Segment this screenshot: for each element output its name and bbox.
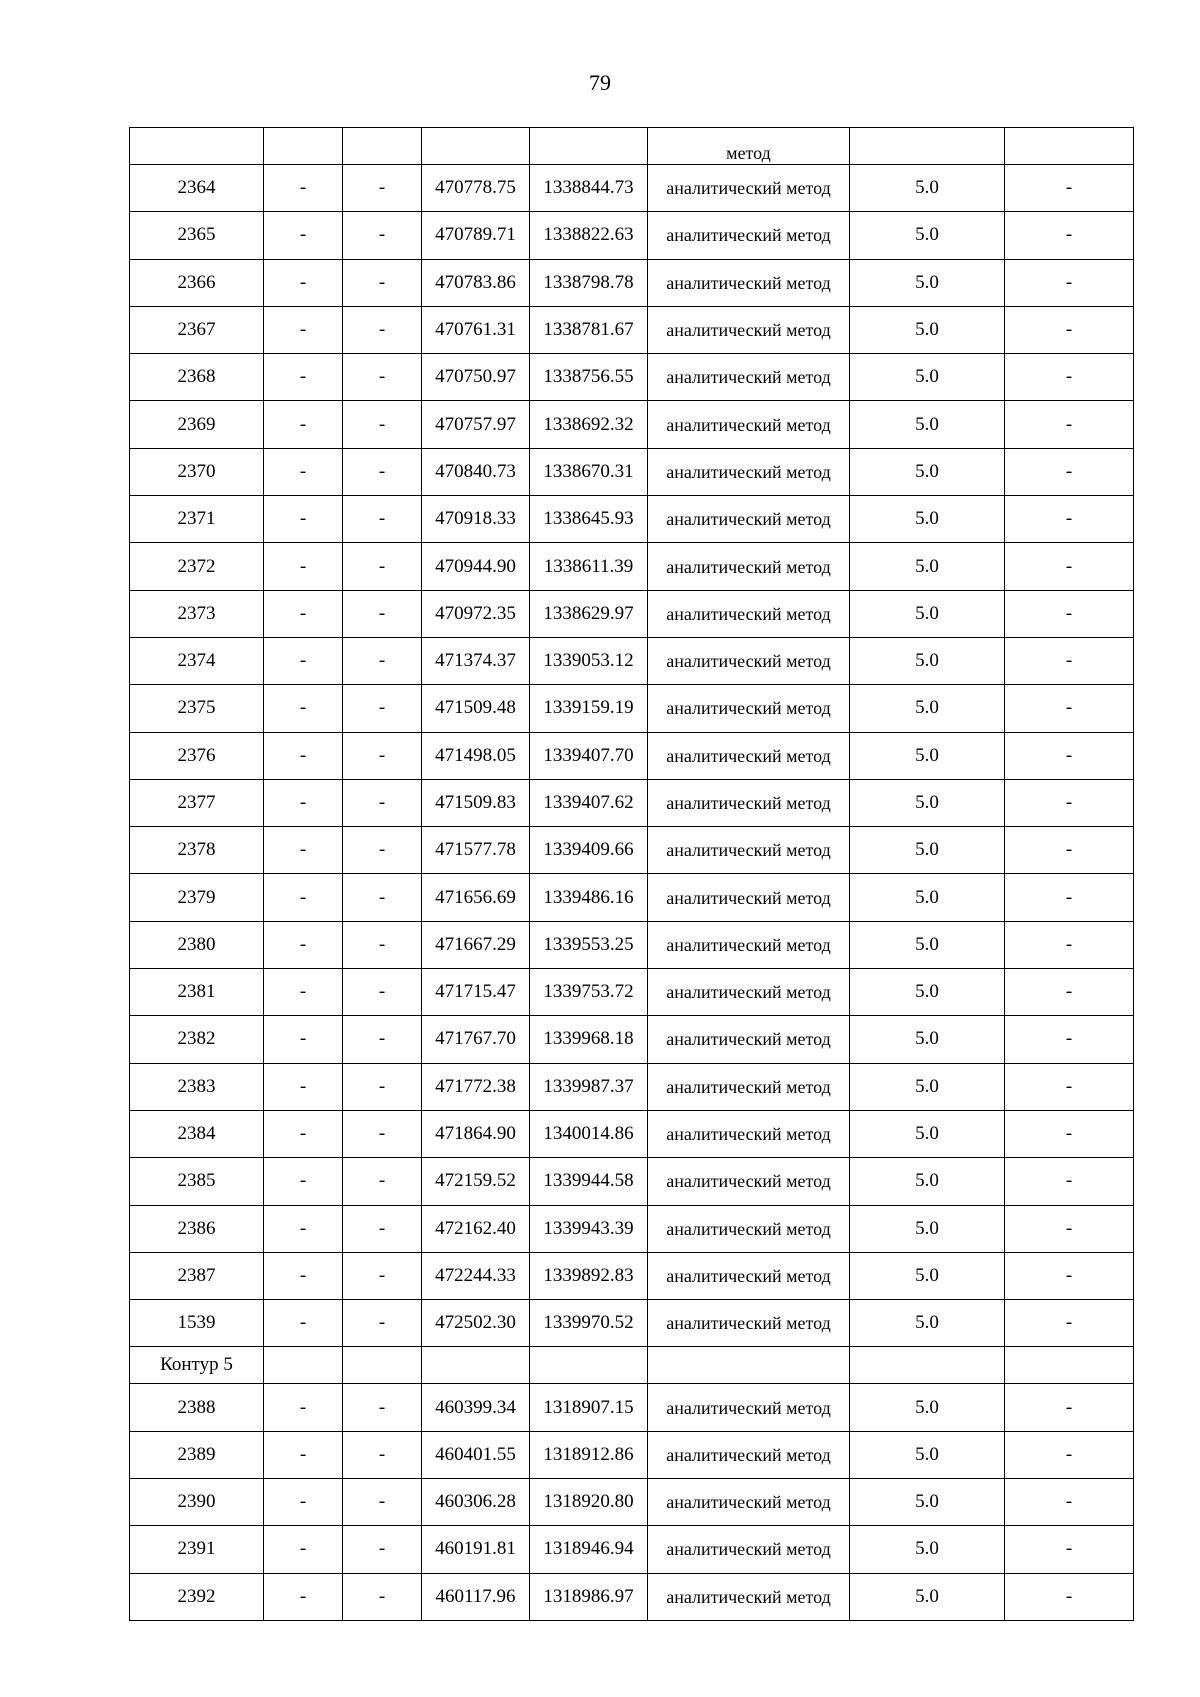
table-cell — [1005, 128, 1134, 165]
dash-cell: - — [343, 685, 422, 732]
table-cell — [343, 128, 422, 165]
coordinate-x-cell: 472244.33 — [422, 1252, 530, 1299]
table-row — [130, 1110, 1134, 1157]
table-cell — [130, 128, 264, 165]
dash-cell: - — [1005, 165, 1134, 212]
table-row — [130, 874, 1134, 921]
coordinate-x-cell: 470972.35 — [422, 590, 530, 637]
dash-cell: - — [343, 1063, 422, 1110]
dash-cell: - — [343, 1526, 422, 1573]
dash-cell: - — [1005, 1158, 1134, 1205]
dash-cell: - — [1005, 448, 1134, 495]
dash-cell: - — [343, 306, 422, 353]
dash-cell: - — [343, 212, 422, 259]
coordinate-x-cell: 471374.37 — [422, 637, 530, 684]
table-cell — [264, 128, 343, 165]
method-cell: аналитический метод — [648, 637, 850, 684]
coordinate-x-cell: 470778.75 — [422, 165, 530, 212]
coordinate-y-cell: 1339053.12 — [530, 637, 648, 684]
dash-cell: - — [343, 969, 422, 1016]
coordinate-y-cell: 1339409.66 — [530, 827, 648, 874]
continuation-row — [130, 128, 1134, 165]
accuracy-cell: 5.0 — [850, 401, 1005, 448]
dash-cell: - — [343, 1573, 422, 1620]
method-cell: аналитический метод — [648, 969, 850, 1016]
table-row — [130, 1016, 1134, 1063]
table-row — [130, 354, 1134, 401]
dash-cell: - — [1005, 1526, 1134, 1573]
accuracy-cell: 5.0 — [850, 969, 1005, 1016]
coordinate-x-cell: 471667.29 — [422, 921, 530, 968]
dash-cell: - — [264, 1479, 343, 1526]
accuracy-cell: 5.0 — [850, 1016, 1005, 1063]
dash-cell: - — [1005, 354, 1134, 401]
coordinate-x-cell: 471767.70 — [422, 1016, 530, 1063]
point-number-cell: 2387 — [130, 1252, 264, 1299]
table-row — [130, 1063, 1134, 1110]
table-cell — [850, 1347, 1005, 1384]
accuracy-cell: 5.0 — [850, 1063, 1005, 1110]
table-row — [130, 921, 1134, 968]
coordinate-x-cell: 471509.48 — [422, 685, 530, 732]
point-number-cell: 2386 — [130, 1205, 264, 1252]
coordinate-y-cell: 1339892.83 — [530, 1252, 648, 1299]
method-cell: аналитический метод — [648, 921, 850, 968]
section-label: Контур 5 — [130, 1347, 264, 1384]
accuracy-cell: 5.0 — [850, 874, 1005, 921]
dash-cell: - — [1005, 921, 1134, 968]
table-cell — [850, 128, 1005, 165]
accuracy-cell: 5.0 — [850, 779, 1005, 826]
point-number-cell: 2372 — [130, 543, 264, 590]
dash-cell: - — [264, 1300, 343, 1347]
table-row — [130, 732, 1134, 779]
coordinate-x-cell: 472162.40 — [422, 1205, 530, 1252]
coordinate-y-cell: 1339159.19 — [530, 685, 648, 732]
method-cell: аналитический метод — [648, 1063, 850, 1110]
dash-cell: - — [1005, 1573, 1134, 1620]
coordinate-x-cell: 471498.05 — [422, 732, 530, 779]
table-row — [130, 969, 1134, 1016]
dash-cell: - — [343, 637, 422, 684]
accuracy-cell: 5.0 — [850, 827, 1005, 874]
accuracy-cell: 5.0 — [850, 1431, 1005, 1478]
dash-cell: - — [1005, 1479, 1134, 1526]
coordinate-x-cell: 472159.52 — [422, 1158, 530, 1205]
coordinate-x-cell: 471864.90 — [422, 1110, 530, 1157]
dash-cell: - — [264, 1573, 343, 1620]
method-cell: аналитический метод — [648, 354, 850, 401]
coordinate-y-cell: 1339987.37 — [530, 1063, 648, 1110]
accuracy-cell: 5.0 — [850, 543, 1005, 590]
coordinate-y-cell: 1338781.67 — [530, 306, 648, 353]
dash-cell: - — [1005, 212, 1134, 259]
accuracy-cell: 5.0 — [850, 165, 1005, 212]
table-row — [130, 685, 1134, 732]
dash-cell: - — [264, 827, 343, 874]
coordinate-x-cell: 470757.97 — [422, 401, 530, 448]
dash-cell: - — [264, 685, 343, 732]
table-row — [130, 1431, 1134, 1478]
table-row — [130, 779, 1134, 826]
coordinate-y-cell: 1339968.18 — [530, 1016, 648, 1063]
dash-cell: - — [343, 401, 422, 448]
method-cell: аналитический метод — [648, 212, 850, 259]
accuracy-cell: 5.0 — [850, 685, 1005, 732]
method-cell: аналитический метод — [648, 1431, 850, 1478]
dash-cell: - — [343, 496, 422, 543]
coordinate-y-cell: 1340014.86 — [530, 1110, 648, 1157]
dash-cell: - — [264, 1110, 343, 1157]
dash-cell: - — [343, 1110, 422, 1157]
table-row — [130, 401, 1134, 448]
method-cell: аналитический метод — [648, 732, 850, 779]
coordinate-y-cell: 1339943.39 — [530, 1205, 648, 1252]
coordinate-y-cell: 1338670.31 — [530, 448, 648, 495]
dash-cell: - — [343, 165, 422, 212]
dash-cell: - — [1005, 590, 1134, 637]
coordinate-x-cell: 470944.90 — [422, 543, 530, 590]
dash-cell: - — [264, 401, 343, 448]
coordinate-y-cell: 1338692.32 — [530, 401, 648, 448]
coordinate-y-cell: 1339486.16 — [530, 874, 648, 921]
accuracy-cell: 5.0 — [850, 496, 1005, 543]
point-number-cell: 1539 — [130, 1300, 264, 1347]
dash-cell: - — [1005, 685, 1134, 732]
dash-cell: - — [343, 354, 422, 401]
point-number-cell: 2374 — [130, 637, 264, 684]
table-row — [130, 1300, 1134, 1347]
coordinate-x-cell: 470761.31 — [422, 306, 530, 353]
coordinate-x-cell: 470789.71 — [422, 212, 530, 259]
table-cell — [422, 1347, 530, 1384]
coordinate-x-cell: 460399.34 — [422, 1384, 530, 1431]
accuracy-cell: 5.0 — [850, 1384, 1005, 1431]
table-row — [130, 212, 1134, 259]
method-cell: метод — [648, 128, 850, 165]
coordinate-y-cell: 1339553.25 — [530, 921, 648, 968]
page-number: 79 — [589, 70, 611, 95]
accuracy-cell: 5.0 — [850, 1158, 1005, 1205]
dash-cell: - — [1005, 874, 1134, 921]
table-row — [130, 590, 1134, 637]
point-number-cell: 2390 — [130, 1479, 264, 1526]
dash-cell: - — [264, 496, 343, 543]
dash-cell: - — [343, 1158, 422, 1205]
coordinate-y-cell: 1338611.39 — [530, 543, 648, 590]
method-cell: аналитический метод — [648, 827, 850, 874]
coordinate-y-cell: 1339944.58 — [530, 1158, 648, 1205]
coordinate-x-cell: 471715.47 — [422, 969, 530, 1016]
coordinate-x-cell: 471772.38 — [422, 1063, 530, 1110]
coordinate-x-cell: 460401.55 — [422, 1431, 530, 1478]
coordinate-x-cell: 471577.78 — [422, 827, 530, 874]
point-number-cell: 2369 — [130, 401, 264, 448]
dash-cell: - — [343, 827, 422, 874]
dash-cell: - — [1005, 1110, 1134, 1157]
dash-cell: - — [1005, 637, 1134, 684]
accuracy-cell: 5.0 — [850, 306, 1005, 353]
method-cell: аналитический метод — [648, 1300, 850, 1347]
method-cell: аналитический метод — [648, 1158, 850, 1205]
dash-cell: - — [264, 921, 343, 968]
method-cell: аналитический метод — [648, 779, 850, 826]
dash-cell: - — [264, 1252, 343, 1299]
table-row — [130, 1384, 1134, 1431]
accuracy-cell: 5.0 — [850, 1205, 1005, 1252]
table-row — [130, 165, 1134, 212]
accuracy-cell: 5.0 — [850, 1479, 1005, 1526]
coordinate-y-cell: 1338645.93 — [530, 496, 648, 543]
coordinate-x-cell: 470918.33 — [422, 496, 530, 543]
point-number-cell: 2376 — [130, 732, 264, 779]
method-cell: аналитический метод — [648, 1110, 850, 1157]
table-row — [130, 1573, 1134, 1620]
point-number-cell: 2381 — [130, 969, 264, 1016]
coordinate-x-cell: 460117.96 — [422, 1573, 530, 1620]
point-number-cell: 2380 — [130, 921, 264, 968]
coordinate-x-cell: 460306.28 — [422, 1479, 530, 1526]
point-number-cell: 2379 — [130, 874, 264, 921]
accuracy-cell: 5.0 — [850, 590, 1005, 637]
table-row — [130, 827, 1134, 874]
table-row — [130, 1158, 1134, 1205]
method-cell: аналитический метод — [648, 165, 850, 212]
dash-cell: - — [1005, 1063, 1134, 1110]
dash-cell: - — [1005, 827, 1134, 874]
point-number-cell: 2370 — [130, 448, 264, 495]
dash-cell: - — [264, 1205, 343, 1252]
coordinate-y-cell: 1339970.52 — [530, 1300, 648, 1347]
dash-cell: - — [343, 1479, 422, 1526]
accuracy-cell: 5.0 — [850, 732, 1005, 779]
point-number-cell: 2378 — [130, 827, 264, 874]
dash-cell: - — [1005, 1016, 1134, 1063]
method-cell: аналитический метод — [648, 1205, 850, 1252]
section-row — [130, 1347, 1134, 1384]
dash-cell: - — [1005, 1384, 1134, 1431]
dash-cell: - — [343, 874, 422, 921]
dash-cell: - — [264, 212, 343, 259]
method-cell: аналитический метод — [648, 590, 850, 637]
table-row — [130, 543, 1134, 590]
table-row — [130, 637, 1134, 684]
table-row — [130, 496, 1134, 543]
dash-cell: - — [264, 448, 343, 495]
coordinate-y-cell: 1338844.73 — [530, 165, 648, 212]
point-number-cell: 2382 — [130, 1016, 264, 1063]
method-cell: аналитический метод — [648, 1252, 850, 1299]
dash-cell: - — [1005, 259, 1134, 306]
coordinate-y-cell: 1318907.15 — [530, 1384, 648, 1431]
method-cell: аналитический метод — [648, 306, 850, 353]
method-cell: аналитический метод — [648, 1016, 850, 1063]
dash-cell: - — [343, 448, 422, 495]
coordinate-y-cell: 1339407.70 — [530, 732, 648, 779]
table-cell — [530, 1347, 648, 1384]
method-cell: аналитический метод — [648, 401, 850, 448]
accuracy-cell: 5.0 — [850, 259, 1005, 306]
table-cell — [264, 1347, 343, 1384]
table-cell — [422, 128, 530, 165]
dash-cell: - — [264, 969, 343, 1016]
coordinate-y-cell: 1338822.63 — [530, 212, 648, 259]
dash-cell: - — [343, 1252, 422, 1299]
point-number-cell: 2377 — [130, 779, 264, 826]
dash-cell: - — [1005, 1205, 1134, 1252]
accuracy-cell: 5.0 — [850, 212, 1005, 259]
dash-cell: - — [1005, 732, 1134, 779]
dash-cell: - — [1005, 496, 1134, 543]
table-row — [130, 448, 1134, 495]
table-cell — [1005, 1347, 1134, 1384]
accuracy-cell: 5.0 — [850, 921, 1005, 968]
accuracy-cell: 5.0 — [850, 637, 1005, 684]
dash-cell: - — [264, 590, 343, 637]
point-number-cell: 2385 — [130, 1158, 264, 1205]
coordinate-y-cell: 1318912.86 — [530, 1431, 648, 1478]
dash-cell: - — [1005, 1252, 1134, 1299]
dash-cell: - — [343, 1205, 422, 1252]
point-number-cell: 2383 — [130, 1063, 264, 1110]
dash-cell: - — [1005, 1300, 1134, 1347]
method-cell: аналитический метод — [648, 685, 850, 732]
accuracy-cell: 5.0 — [850, 1573, 1005, 1620]
table-row — [130, 1205, 1134, 1252]
dash-cell: - — [343, 732, 422, 779]
point-number-cell: 2391 — [130, 1526, 264, 1573]
dash-cell: - — [343, 543, 422, 590]
point-number-cell: 2365 — [130, 212, 264, 259]
coordinate-y-cell: 1318920.80 — [530, 1479, 648, 1526]
accuracy-cell: 5.0 — [850, 1252, 1005, 1299]
dash-cell: - — [264, 1016, 343, 1063]
coordinate-x-cell: 470840.73 — [422, 448, 530, 495]
dash-cell: - — [264, 1063, 343, 1110]
coordinate-x-cell: 471656.69 — [422, 874, 530, 921]
dash-cell: - — [264, 543, 343, 590]
point-number-cell: 2389 — [130, 1431, 264, 1478]
method-cell: аналитический метод — [648, 259, 850, 306]
dash-cell: - — [264, 1158, 343, 1205]
dash-cell: - — [264, 306, 343, 353]
point-number-cell: 2366 — [130, 259, 264, 306]
dash-cell: - — [264, 637, 343, 684]
method-cell: аналитический метод — [648, 496, 850, 543]
point-number-cell: 2368 — [130, 354, 264, 401]
point-number-cell: 2367 — [130, 306, 264, 353]
method-cell: аналитический метод — [648, 1573, 850, 1620]
table-row — [130, 306, 1134, 353]
method-cell: аналитический метод — [648, 874, 850, 921]
accuracy-cell: 5.0 — [850, 1526, 1005, 1573]
table-row — [130, 1252, 1134, 1299]
dash-cell: - — [343, 1016, 422, 1063]
coordinate-y-cell: 1318946.94 — [530, 1526, 648, 1573]
point-number-cell: 2375 — [130, 685, 264, 732]
method-cell: аналитический метод — [648, 1384, 850, 1431]
table-cell — [343, 1347, 422, 1384]
dash-cell: - — [264, 874, 343, 921]
dash-cell: - — [1005, 1431, 1134, 1478]
dash-cell: - — [264, 259, 343, 306]
dash-cell: - — [1005, 543, 1134, 590]
coordinate-y-cell: 1338756.55 — [530, 354, 648, 401]
table-cell — [530, 128, 648, 165]
dash-cell: - — [264, 1431, 343, 1478]
coordinates-table — [129, 127, 1134, 1621]
method-cell: аналитический метод — [648, 1479, 850, 1526]
coordinate-x-cell: 460191.81 — [422, 1526, 530, 1573]
coordinate-y-cell: 1338629.97 — [530, 590, 648, 637]
dash-cell: - — [264, 165, 343, 212]
dash-cell: - — [343, 1384, 422, 1431]
point-number-cell: 2384 — [130, 1110, 264, 1157]
dash-cell: - — [1005, 969, 1134, 1016]
point-number-cell: 2373 — [130, 590, 264, 637]
dash-cell: - — [264, 732, 343, 779]
coordinate-y-cell: 1339753.72 — [530, 969, 648, 1016]
dash-cell: - — [264, 354, 343, 401]
table-row — [130, 259, 1134, 306]
dash-cell: - — [1005, 401, 1134, 448]
coordinate-x-cell: 471509.83 — [422, 779, 530, 826]
method-cell: аналитический метод — [648, 1526, 850, 1573]
accuracy-cell: 5.0 — [850, 448, 1005, 495]
method-cell: аналитический метод — [648, 448, 850, 495]
dash-cell: - — [1005, 306, 1134, 353]
dash-cell: - — [343, 779, 422, 826]
point-number-cell: 2392 — [130, 1573, 264, 1620]
dash-cell: - — [343, 259, 422, 306]
dash-cell: - — [343, 1431, 422, 1478]
coordinate-y-cell: 1339407.62 — [530, 779, 648, 826]
table-row — [130, 1479, 1134, 1526]
point-number-cell: 2371 — [130, 496, 264, 543]
coordinate-x-cell: 470783.86 — [422, 259, 530, 306]
coordinate-y-cell: 1318986.97 — [530, 1573, 648, 1620]
accuracy-cell: 5.0 — [850, 354, 1005, 401]
dash-cell: - — [343, 921, 422, 968]
accuracy-cell: 5.0 — [850, 1300, 1005, 1347]
dash-cell: - — [343, 590, 422, 637]
coordinate-y-cell: 1338798.78 — [530, 259, 648, 306]
coordinate-x-cell: 472502.30 — [422, 1300, 530, 1347]
point-number-cell: 2388 — [130, 1384, 264, 1431]
dash-cell: - — [1005, 779, 1134, 826]
dash-cell: - — [264, 1526, 343, 1573]
method-cell: аналитический метод — [648, 543, 850, 590]
dash-cell: - — [264, 1384, 343, 1431]
table-cell — [648, 1347, 850, 1384]
coordinate-x-cell: 470750.97 — [422, 354, 530, 401]
point-number-cell: 2364 — [130, 165, 264, 212]
dash-cell: - — [264, 779, 343, 826]
accuracy-cell: 5.0 — [850, 1110, 1005, 1157]
dash-cell: - — [343, 1300, 422, 1347]
table-row — [130, 1526, 1134, 1573]
